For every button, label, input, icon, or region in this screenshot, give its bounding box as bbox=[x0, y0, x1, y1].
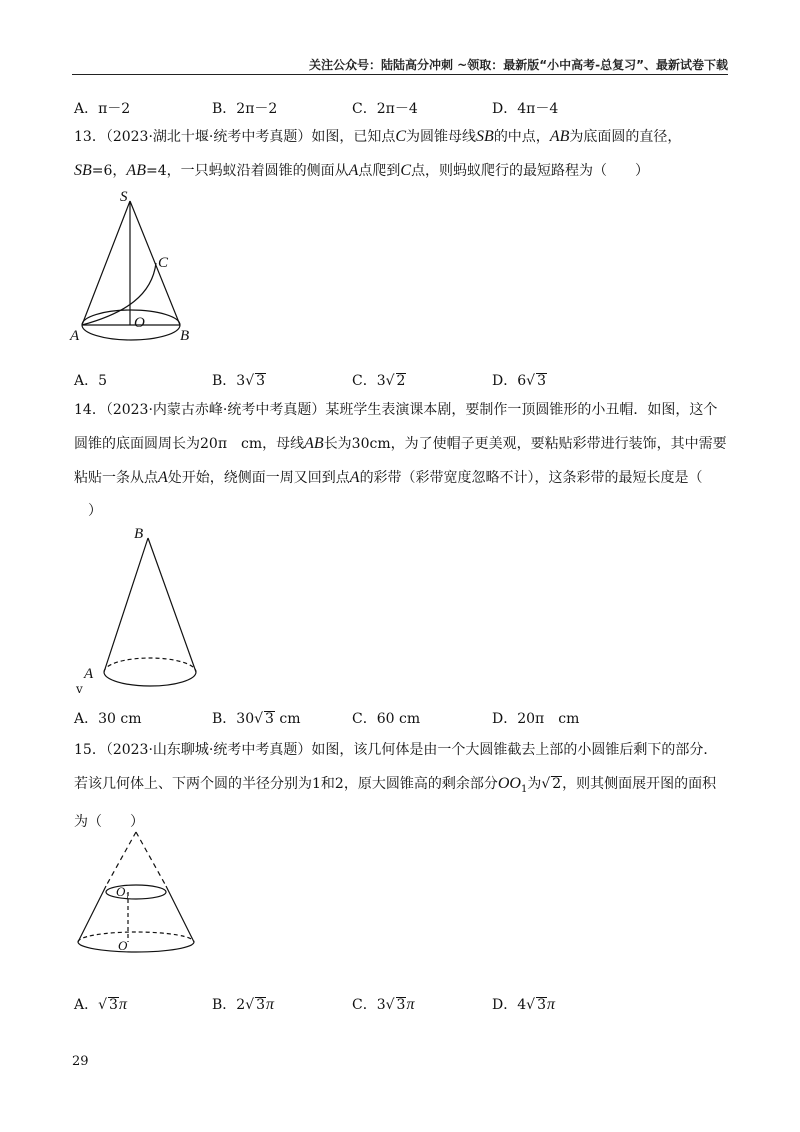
q13-text: 为圆锥母线 bbox=[406, 129, 477, 145]
q15-line-2: 若该几何体上、下两个圆的半径分别为1和2，原大圆锥高的剩余部分$OO_1$为√ 2，则其侧面展开图的面积 bbox=[74, 775, 717, 795]
q14-label-b: B bbox=[134, 526, 144, 542]
q13-option-d[interactable]: D．6√ 3 bbox=[492, 373, 546, 389]
q15-option-d-radicand: 3 bbox=[537, 997, 546, 1013]
q13-var: C bbox=[395, 128, 407, 145]
q13-cone-right-edge bbox=[130, 201, 180, 325]
q13-label-b: B bbox=[180, 328, 190, 344]
page-number: 29 bbox=[72, 1054, 89, 1069]
q13-base-front-arc bbox=[82, 325, 180, 340]
q13-var: C bbox=[400, 162, 412, 179]
q15-base-front-arc bbox=[78, 942, 194, 952]
q13-option-a[interactable]: A．5 bbox=[74, 373, 108, 389]
q15-text: 若该几何体上、下两个圆的半径分别为1和2，原大圆锥高的剩余部分 bbox=[74, 776, 498, 792]
q15-option-b-text: B．2 bbox=[212, 997, 246, 1013]
q13-number: 13． bbox=[74, 129, 106, 145]
q14-text: 粘贴一条从点 bbox=[74, 470, 158, 486]
q14-options bbox=[74, 708, 734, 730]
q13-source: （2023·湖北十堰·统考中考真题） bbox=[105, 129, 312, 145]
q14-text: 某班学生表演课本剧，要制作一顶圆锥形的小丑帽．如图，这个 bbox=[325, 402, 718, 418]
q13-var: SB bbox=[476, 128, 494, 145]
q15-top-circle bbox=[106, 885, 166, 899]
q15-text: 如图，该几何体是由一个大圆锥截去上部的小圆锥后剩下的部分． bbox=[311, 742, 718, 758]
q14-cone-figure bbox=[76, 522, 216, 692]
q15-option-b[interactable]: B．2√ 3π bbox=[212, 996, 275, 1013]
q13-text: 为底面圆的直径， bbox=[569, 129, 682, 145]
q13-label-a: A bbox=[70, 328, 80, 344]
question-14 bbox=[74, 394, 734, 528]
q13-option-c-radicand: 2 bbox=[396, 373, 406, 389]
q15-frustum-figure bbox=[70, 828, 210, 958]
q12-option-b[interactable]: B．2π－2 bbox=[212, 101, 278, 117]
q15-option-c-radicand: 3 bbox=[396, 997, 406, 1013]
q15-option-c-text: C．3 bbox=[352, 997, 386, 1013]
q14-line-2 bbox=[74, 427, 734, 461]
q14-line-3 bbox=[74, 461, 734, 495]
q15-number: 15． bbox=[74, 742, 106, 758]
q13-options bbox=[74, 370, 734, 392]
q14-cone-left-edge bbox=[104, 538, 148, 672]
q14-option-b-radicand: 3 bbox=[265, 711, 274, 727]
q15-option-c-pi: π bbox=[406, 996, 415, 1013]
q15-var: OO bbox=[497, 775, 521, 792]
q15-removed-cone-right-edge bbox=[136, 832, 166, 886]
q13-var: A bbox=[348, 162, 359, 179]
q13-cone-figure bbox=[66, 185, 206, 355]
q13-base-back-arc bbox=[82, 310, 180, 325]
q13-option-b-text: B．3 bbox=[212, 373, 246, 389]
q14-value: 20π cm bbox=[200, 436, 263, 452]
q15-option-a-pi: π bbox=[118, 996, 127, 1013]
q15-option-a-radicand: 3 bbox=[109, 997, 118, 1013]
q15-label-o: O bbox=[118, 938, 128, 953]
q14-text: 处开始，绕侧面一周又回到点 bbox=[167, 470, 350, 486]
q14-cone-right-edge bbox=[148, 538, 196, 672]
q14-source: （2023·内蒙古赤峰·统考中考真题） bbox=[105, 402, 326, 418]
q13-text: 的中点， bbox=[493, 129, 550, 145]
q14-var: AB bbox=[304, 435, 324, 452]
q14-text: ） bbox=[88, 503, 102, 519]
q14-base-back-arc bbox=[104, 658, 196, 672]
q14-number: 14． bbox=[74, 402, 106, 418]
q14-label-a: A bbox=[84, 666, 94, 682]
q14-stray-mark: v bbox=[76, 682, 83, 696]
q15-removed-cone-left-edge bbox=[106, 832, 136, 886]
q15-radicand: 2 bbox=[552, 776, 562, 792]
q15-option-c[interactable]: C．3√ 3π bbox=[352, 996, 415, 1013]
q13-text: =6， bbox=[91, 163, 127, 179]
q15-option-a[interactable]: A．√ 3π bbox=[74, 996, 127, 1013]
q14-option-c[interactable]: C．60 cm bbox=[352, 711, 421, 727]
q13-option-d-text: D．6 bbox=[492, 373, 527, 389]
q12-option-d[interactable]: D．4π－4 bbox=[492, 101, 559, 117]
question-15 bbox=[74, 734, 734, 839]
page-header: 关注公众号：陆陆高分冲刺 ~领取：最新版“小中高考-总复习”、最新试卷下载 bbox=[309, 58, 728, 72]
q14-text: 圆锥的底面圆周长为 bbox=[74, 436, 200, 452]
q13-label-s: S bbox=[120, 189, 128, 205]
q15-label-o1 bbox=[116, 884, 130, 901]
q15-line-1 bbox=[74, 734, 734, 767]
q12-option-a[interactable]: A．π－2 bbox=[74, 101, 131, 117]
q12-option-c[interactable]: C．2π－4 bbox=[352, 101, 418, 117]
q13-option-c[interactable]: C．3√ 2 bbox=[352, 373, 406, 389]
q14-text: 长为30cm，为了使帽子更美观，要粘贴彩带进行装饰，其中需要 bbox=[323, 436, 727, 452]
question-13 bbox=[74, 120, 734, 188]
q14-option-d[interactable]: D．20π cm bbox=[492, 711, 580, 727]
q13-text: 如图，已知点 bbox=[311, 129, 396, 145]
q14-option-b-text: B．30 bbox=[212, 711, 255, 727]
q15-label-o1-subscript: 1 bbox=[125, 891, 130, 901]
q13-label-o: O bbox=[134, 315, 145, 331]
q15-text: 为（ ） bbox=[74, 813, 144, 830]
q13-text: =4，一只蚂蚁沿着圆锥的侧面从 bbox=[145, 163, 349, 179]
q15-option-d-text: D．4 bbox=[492, 997, 527, 1013]
q15-option-b-pi: π bbox=[266, 996, 275, 1013]
q15-base-back-arc bbox=[78, 932, 194, 942]
q14-base-front-arc bbox=[104, 672, 196, 686]
q13-text: 点，则蚂蚁爬行的最短路程为（ ） bbox=[411, 163, 650, 179]
q13-var: AB bbox=[549, 128, 570, 145]
q13-text: 点爬到 bbox=[358, 163, 401, 179]
q14-option-a[interactable]: A．30 cm bbox=[74, 711, 142, 727]
q14-text: ，母线 bbox=[262, 436, 305, 452]
q14-var: A bbox=[349, 469, 360, 486]
q13-line-2 bbox=[74, 154, 734, 188]
q13-var: SB bbox=[74, 162, 92, 179]
q13-option-b-radicand: 3 bbox=[256, 373, 266, 389]
q15-options bbox=[74, 994, 734, 1016]
q12-options bbox=[74, 98, 734, 120]
q15-option-b-radicand: 3 bbox=[256, 997, 266, 1013]
q15-option-a-text: A． bbox=[74, 997, 99, 1013]
q15-text: 为 bbox=[527, 776, 542, 792]
q13-option-d-radicand: 3 bbox=[537, 373, 546, 389]
q15-source: （2023·山东聊城·统考中考真题） bbox=[105, 742, 312, 758]
q14-option-b-unit: cm bbox=[274, 711, 301, 727]
q15-var-subscript: 1 bbox=[520, 783, 528, 795]
q13-line-1 bbox=[74, 120, 734, 154]
q14-var: A bbox=[158, 469, 168, 486]
q14-line-1 bbox=[74, 394, 734, 427]
q14-text: 的彩带（彩带宽度忽略不计），这条彩带的最短长度是（ bbox=[359, 470, 703, 486]
q14-option-b[interactable]: B．30√ 3 cm bbox=[212, 711, 301, 727]
q15-option-d[interactable]: D．4√ 3π bbox=[492, 996, 555, 1013]
q13-cone-left-edge bbox=[82, 201, 130, 325]
q15-label-o1-letter: O bbox=[116, 884, 126, 899]
q13-option-b[interactable]: B．3√ 3 bbox=[212, 373, 266, 389]
q13-var: AB bbox=[126, 162, 146, 179]
q15-frustum-left-edge bbox=[78, 886, 106, 942]
q13-label-c: C bbox=[158, 255, 169, 271]
q13-option-c-text: C．3 bbox=[352, 373, 386, 389]
header-rule bbox=[72, 74, 728, 75]
q15-text: ，则其侧面展开图的面积 bbox=[562, 776, 717, 792]
q15-option-d-pi: π bbox=[546, 996, 555, 1013]
